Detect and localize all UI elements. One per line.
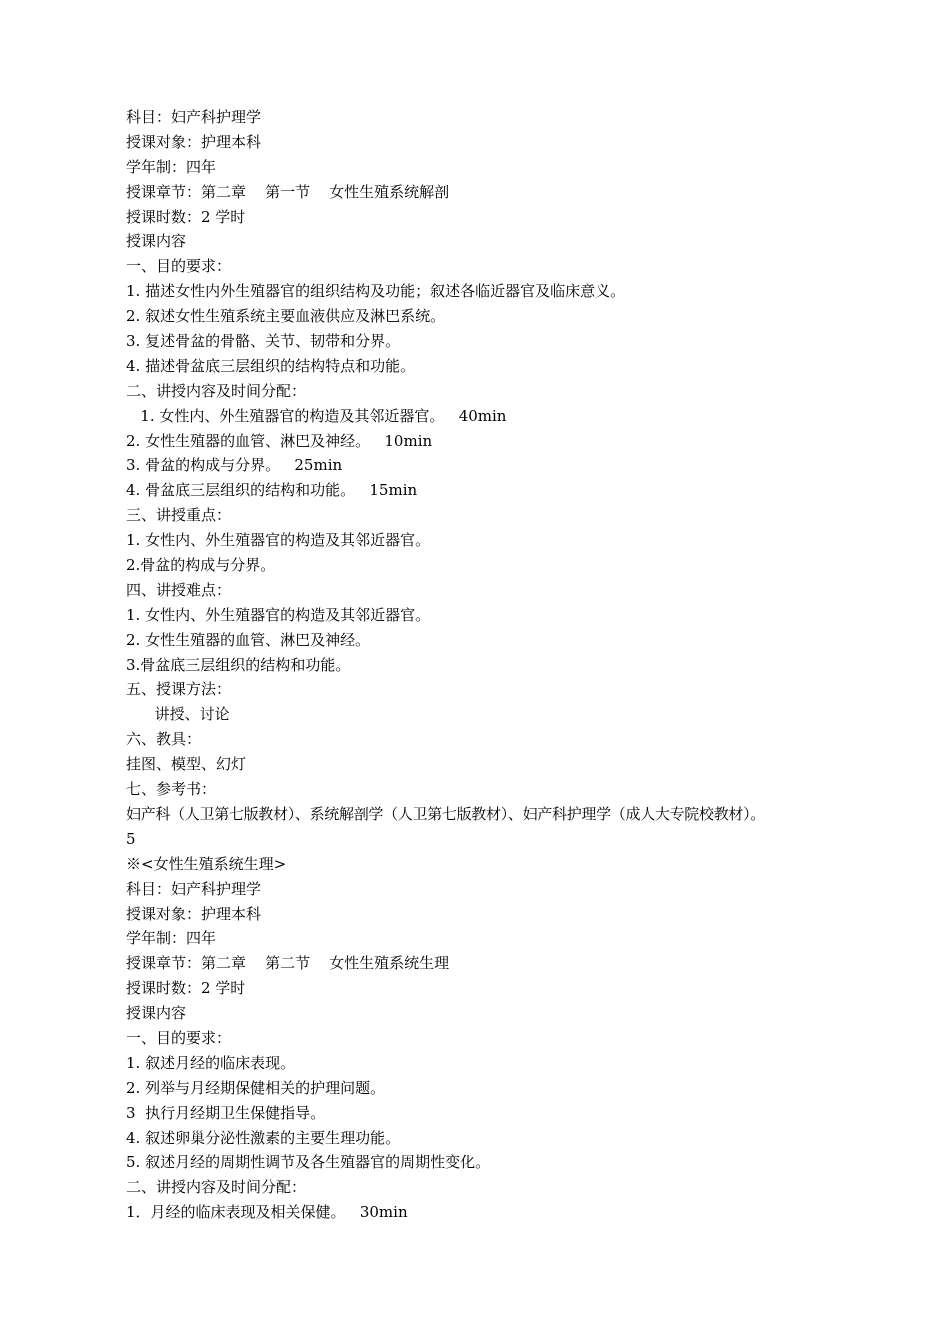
list-item: 1. 描述女性内外生殖器官的组织结构及功能；叙述各临近器官及临床意义。 <box>126 282 626 301</box>
list-item: 1. 女性内、外生殖器官的构造及其邻近器官。 40min <box>126 406 507 425</box>
text-line: 授课章节：第二章 第一节 女性生殖系统解剖 <box>126 182 450 201</box>
text-line: 授课章节：第二章 第二节 女性生殖系统生理 <box>126 954 450 973</box>
text-line: 授课时数：2 学时 <box>126 979 246 998</box>
section-heading: 二、讲授内容及时间分配： <box>126 1178 307 1197</box>
section-heading: 一、目的要求： <box>126 257 232 276</box>
text-line: 学年制：四年 <box>126 929 217 948</box>
list-item: 1．月经的临床表现及相关保健。 30min <box>126 1203 408 1222</box>
document-body <box>126 105 926 1225</box>
list-item: 4. 骨盆底三层组织的结构和功能。 15min <box>126 481 418 500</box>
list-item: 2. 女性生殖器的血管、淋巴及神经。 10min <box>126 431 433 450</box>
text-line: 讲授、讨论 <box>126 705 230 724</box>
list-item: 1. 女性内、外生殖器官的构造及其邻近器官。 <box>126 531 431 550</box>
text-line: 授课时数：2 学时 <box>126 207 246 226</box>
list-item: 1. 女性内、外生殖器官的构造及其邻近器官。 <box>126 605 431 624</box>
list-item: 2.骨盆的构成与分界。 <box>126 556 276 575</box>
section-heading: 授课内容 <box>126 1004 187 1023</box>
reference-line: 妇产科（人卫第七版教材）、系统解剖学（人卫第七版教材）、妇产科护理学（成人大专院校教材）。 <box>126 804 766 823</box>
section-heading: 三、讲授重点： <box>126 506 232 525</box>
list-item: 3 执行月经期卫生保健指导。 <box>126 1103 326 1122</box>
list-item: 3. 复述骨盆的骨骼、关节、韧带和分界。 <box>126 332 401 351</box>
section-heading: 五、授课方法： <box>126 680 232 699</box>
text-line: 科目：妇产科护理学 <box>126 879 262 898</box>
text-line: 挂图、模型、幻灯 <box>126 755 247 774</box>
list-item: 2. 叙述女性生殖系统主要血液供应及淋巴系统。 <box>126 307 446 326</box>
section-heading: 二、讲授内容及时间分配： <box>126 381 307 400</box>
section-heading: 一、目的要求： <box>126 1028 232 1047</box>
list-item: 1. 叙述月经的临床表现。 <box>126 1053 296 1072</box>
section-heading: 七、参考书： <box>126 780 217 799</box>
section-heading: 六、教具： <box>126 730 202 749</box>
list-item: 4. 描述骨盆底三层组织的结构特点和功能。 <box>126 356 416 375</box>
list-item: 3. 骨盆的构成与分界。 25min <box>126 456 343 475</box>
list-item: 2. 列举与月经期保健相关的护理问题。 <box>126 1078 386 1097</box>
text-line: 授课对象：护理本科 <box>126 132 262 151</box>
list-item: 3.骨盆底三层组织的结构和功能。 <box>126 655 351 674</box>
text-line: 学年制：四年 <box>126 157 217 176</box>
text-line: 授课对象：护理本科 <box>126 904 262 923</box>
text-line: 科目：妇产科护理学 <box>126 108 262 126</box>
list-item: 4. 叙述卵巢分泌性激素的主要生理功能。 <box>126 1128 401 1147</box>
page-number: 5 <box>126 829 136 848</box>
chapter-title: ※<女性生殖系统生理> <box>126 854 287 873</box>
section-heading: 授课内容 <box>126 232 187 251</box>
list-item: 2. 女性生殖器的血管、淋巴及神经。 <box>126 630 371 649</box>
section-heading: 四、讲授难点： <box>126 580 232 599</box>
list-item: 5. 叙述月经的周期性调节及各生殖器官的周期性变化。 <box>126 1153 491 1172</box>
